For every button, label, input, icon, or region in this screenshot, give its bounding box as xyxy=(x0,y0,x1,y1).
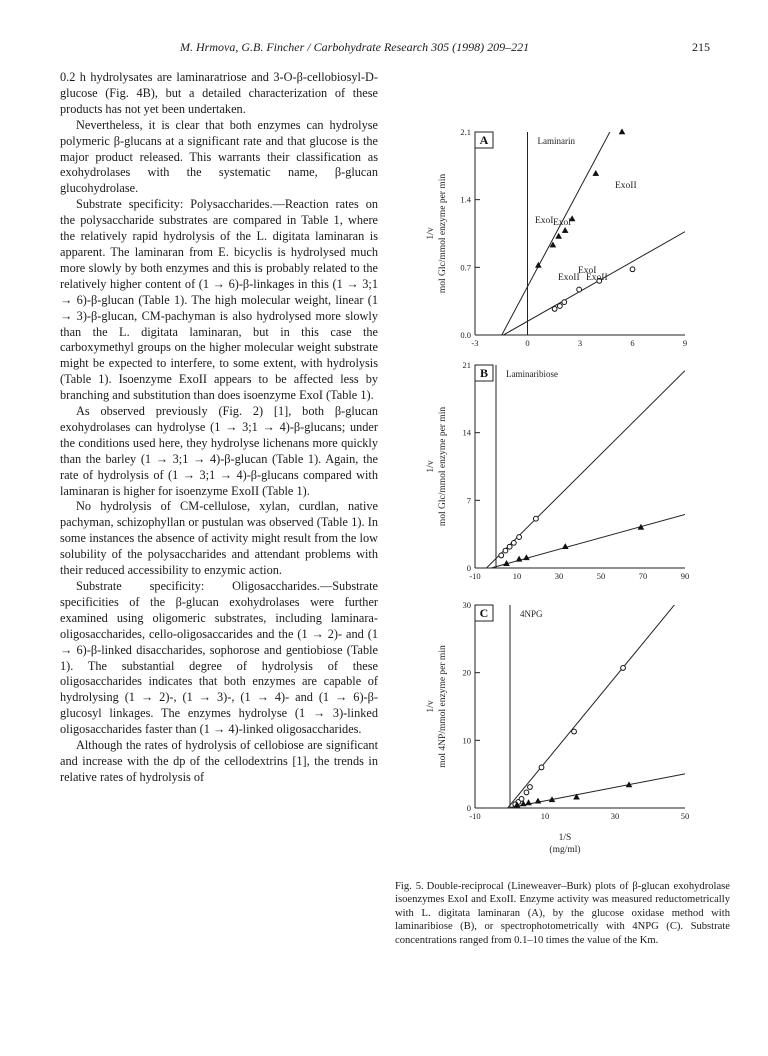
x-tick-label: 3 xyxy=(577,338,583,348)
page-number: 215 xyxy=(692,40,710,54)
x-tick-label: 30 xyxy=(610,811,620,821)
data-point-triangle xyxy=(593,171,599,176)
x-tick-label: -3 xyxy=(471,338,479,348)
y-tick-label: 30 xyxy=(462,600,471,610)
panel-title: Laminarin xyxy=(537,136,575,146)
data-point-circle xyxy=(503,548,508,553)
series-label: ExoII xyxy=(558,273,580,283)
panel-letter: C xyxy=(479,606,489,620)
y-tick-label: 1.4 xyxy=(460,194,471,205)
caption-text: Double-reciprocal (Lineweaver–Burk) plots of β-glucan exohydrolase isoenzymes ExoI and ExoII. Enzyme activity was measured reductometrically with L. digitata laminaran (A), by the glucose oxidase method with laminaribiose (B), or spectrophotometrically with 4NPG (C). Substrate concentrations ranged from 0.1–10 times the value of the Km. xyxy=(395,881,731,946)
x-tick-label: 0 xyxy=(525,338,530,348)
x-tick-label: 10 xyxy=(512,571,522,581)
y-axis-label: 1/v xyxy=(426,700,436,713)
running-header xyxy=(0,40,768,60)
running-title: M. Hrmova, G.B. Fincher / Carbohydrate Research 305 (1998) 209–221 xyxy=(180,40,530,54)
series-label: ExoI xyxy=(578,266,597,276)
data-point-circle xyxy=(557,304,562,309)
x-tick-label: 90 xyxy=(680,571,690,581)
data-point-circle xyxy=(577,287,582,292)
data-point-circle xyxy=(539,765,544,770)
panel-title: 4NPG xyxy=(520,609,543,619)
y-tick-label: 0 xyxy=(466,803,471,813)
y-tick-label: 0 xyxy=(466,563,471,573)
paragraph: As observed previously (Fig. 2) [1], both β-glucan exohydrolases can hydrolyse (1 → 3;1 → 4)-β-glucans; under the conditions used here, they hydrolyse lichenans more quickly than the barley (1 → 3;1 → 4)-β-glucan (Table 1). Again, the rate of hydrolysis of (1 → 3;1 → 4)-β-glucans compared with laminaran is higher for isoenzyme ExoII (Table 1). xyxy=(60,404,378,498)
y-tick-label: 10 xyxy=(462,735,471,746)
body-text-column xyxy=(60,70,378,786)
y-axis-label: mol 4NP/mmol enzyme per min xyxy=(438,645,448,768)
x-axis-label: (mg/ml) xyxy=(549,845,581,855)
panel-letter: B xyxy=(479,366,489,380)
x-tick-label: -10 xyxy=(469,811,481,821)
paragraph: Nevertheless, it is clear that both enzymes can hydrolyse polymeric β-glucans at a significant rate and that glucose is the major product released. This warrants their classification as exohydrolases with the systematic name, β-glucan glucohydrolase. xyxy=(60,117,378,196)
data-point-circle xyxy=(572,729,577,734)
series-label: ExoII xyxy=(586,273,608,283)
x-tick-label: 50 xyxy=(680,811,690,821)
figure-caption xyxy=(395,880,730,947)
paragraph: No hydrolysis of CM-cellulose, xylan, curdlan, native pachyman, schizophyllan or pustulan was observed (Table 1). In some instances the absence of activity might result from the low solubility of the polysaccharides and attendant problems with their reduced accessibility to enzymic action. xyxy=(60,499,378,578)
lineweaver-burk-plots xyxy=(400,120,740,880)
x-tick-label: -10 xyxy=(469,571,481,581)
y-tick-label: 20 xyxy=(462,667,471,678)
caption-label: Fig. 5. xyxy=(395,881,424,892)
data-point-circle xyxy=(511,540,516,545)
series-label: Exol xyxy=(553,218,571,228)
panel-letter: A xyxy=(479,133,489,147)
data-point-circle xyxy=(552,307,557,312)
series-label: ExoII xyxy=(615,181,637,191)
data-point-circle xyxy=(499,553,504,558)
data-point-triangle xyxy=(526,800,532,805)
x-tick-label: 70 xyxy=(638,571,648,581)
data-point-triangle xyxy=(535,798,541,803)
y-axis-label: 1/v xyxy=(426,460,436,473)
data-point-circle xyxy=(507,544,512,549)
x-tick-label: 6 xyxy=(630,338,635,348)
paragraph: Although the rates of hydrolysis of cellobiose are significant and increase with the dp of the cellodextrins [1], the trends in relative rates of hydrolysis of xyxy=(60,738,378,784)
data-point-triangle xyxy=(619,129,625,134)
panel-c xyxy=(426,218,689,855)
x-axis-label: 1/S xyxy=(558,833,572,843)
data-point-circle xyxy=(562,300,567,305)
y-axis-label: 1/v xyxy=(426,227,436,240)
series-exol xyxy=(475,592,685,848)
y-tick-label: 7 xyxy=(466,495,471,506)
y-tick-label: 0.7 xyxy=(460,262,471,273)
x-tick-label: 9 xyxy=(682,338,688,348)
panel-a xyxy=(426,120,687,385)
y-tick-label: 2.1 xyxy=(460,127,471,137)
y-tick-label: 0.0 xyxy=(460,330,471,340)
data-point-circle xyxy=(621,666,626,671)
series-label: ExoI xyxy=(535,216,554,226)
data-point-circle xyxy=(630,267,635,272)
data-point-triangle xyxy=(516,556,522,561)
data-point-circle xyxy=(534,516,539,521)
data-point-circle xyxy=(528,785,533,790)
paragraph: 0.2 h hydrolysates are laminaratriose and 3-O-β-cellobiosyl-D-glucose (Fig. 4B), but a detailed characterization of these products has not yet been undertaken. xyxy=(60,70,378,116)
data-point-triangle xyxy=(563,544,569,549)
y-tick-label: 14 xyxy=(462,427,471,438)
x-tick-label: 30 xyxy=(554,571,564,581)
data-point-circle xyxy=(524,790,529,795)
paragraph: Substrate specificity: Polysaccharides.—Reaction rates on the polysaccharide substrates are compared in Table 1, where the relatively rapid hydrolysis of the L. digitata laminaran is apparent. The laminaran from E. bicyclis is hydrolysed much more slowly by both enzymes and this is probably related to the relatively higher content of (1 → 6)-β-linkages in this (1 → 3;1 → 6)-β-glucan (Table 1). The high molecular weight, linear (1 → 3)-β-glucan, CM-pachyman is also hydrolysed more slowly than the L. digitata laminaran, but in this case the carboxymethyl groups on the higher molecular weight substrate might be expected to interfere, to some extent, with hydrolysis (Table 1). Isoenzyme ExoII appears to be affected less by branching and substitution than does isoenzyme ExoI (Table 1). xyxy=(60,197,378,403)
data-point-circle xyxy=(517,535,522,540)
x-tick-label: 10 xyxy=(540,811,550,821)
paragraph: Substrate specificity: Oligosaccharides.—Substrate specificities of the β-glucan exohydrolases were further examined using oligomeric substrates, including laminara-oligosaccharides, cello-oligosaccarides and the (1 → 2)- and (1 → 6)-β-linked disaccharides, sophorose and gentiobiose (Table 1). The substantial degree of hydrolysis of these oligosaccharides indicates that both enzymes are capable of hydrolysing (1 → 2)-, (1 → 3)-, (1 → 4)- and (1 → 6)-β-glucosyl linkages. The enzymes hydrolyse (1 → 3)-linked oligosaccharides faster than (1 → 4)-linked oligosaccharides. xyxy=(60,579,378,737)
y-tick-label: 21 xyxy=(462,360,471,370)
fit-line xyxy=(475,592,685,848)
y-axis-label: mol Glc/mmol enzyme per min xyxy=(438,406,448,527)
y-axis-label: mol Glc/mmol enzyme per min xyxy=(438,173,448,294)
panel-title: Laminaribiose xyxy=(506,369,558,379)
x-tick-label: 50 xyxy=(596,571,606,581)
data-point-triangle xyxy=(556,233,562,238)
data-point-triangle xyxy=(562,228,568,233)
figure-5 xyxy=(400,120,740,880)
